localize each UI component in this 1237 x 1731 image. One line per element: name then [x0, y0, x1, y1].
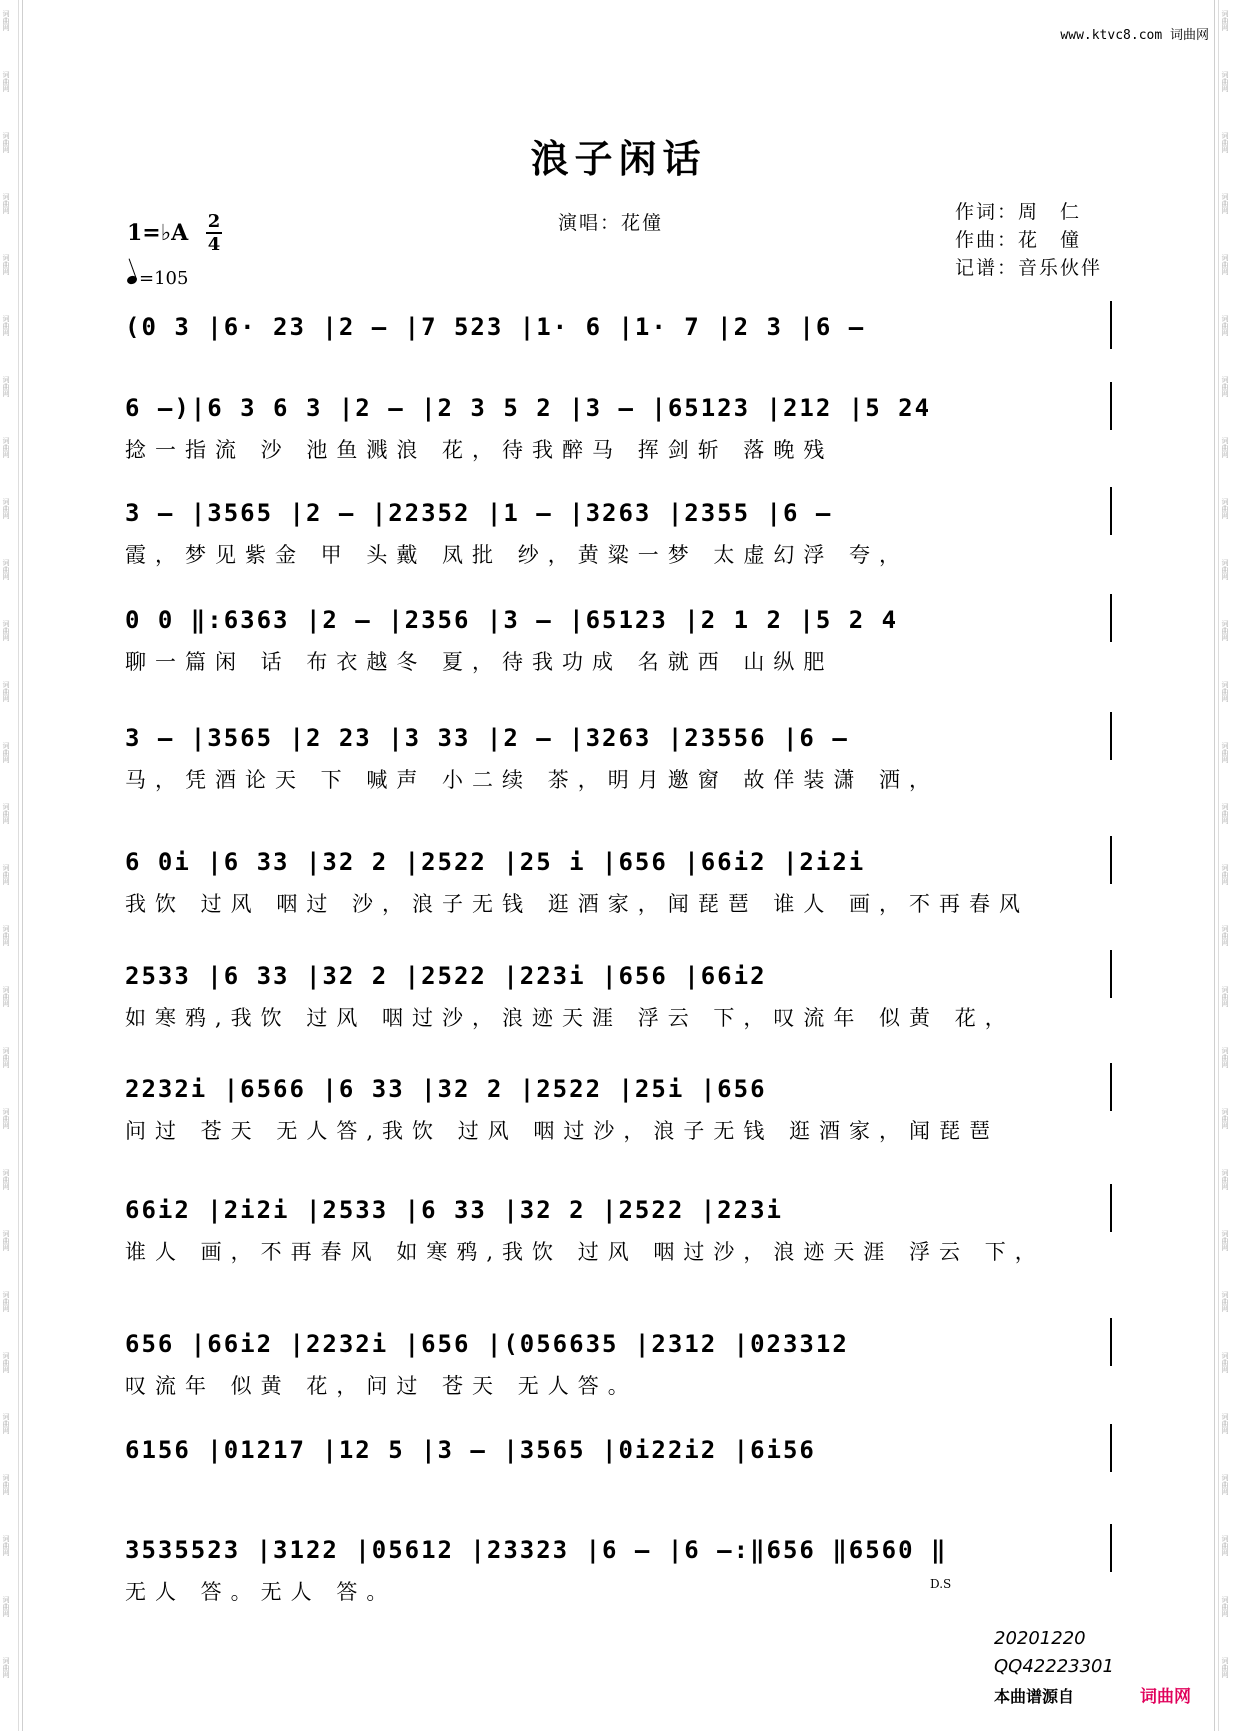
barline	[1110, 950, 1112, 998]
edge-watermark-mark: 词曲网	[2, 864, 10, 885]
notation-row: 656 |66i2 |2232i |656 |(056635 |2312 |023312	[125, 1330, 849, 1358]
key-signature: 1=♭A	[127, 220, 189, 246]
ds-mark: D.S	[930, 1577, 952, 1591]
edge-watermark-mark: 词曲网	[1221, 315, 1229, 336]
edge-watermark-mark: 词曲网	[2, 1413, 10, 1434]
composer: 作曲：花 僮	[955, 229, 1082, 251]
lyrics-row: 问过 苍天 无人答,我饮 过风 咽过沙，浪子无钱 逛酒家，闻琵琶	[125, 1119, 1000, 1143]
lyrics-row: 无人 答。无人 答。	[125, 1580, 397, 1604]
lyrics-row: 霞，梦见紫金 甲 头戴 凤批 纱，黄粱一梦 太虚幻浮 夸，	[125, 543, 910, 567]
edge-watermark-mark: 词曲网	[1221, 803, 1229, 824]
edge-watermark-mark: 词曲网	[2, 620, 10, 641]
edge-watermark-mark: 词曲网	[1221, 864, 1229, 885]
edge-watermark-mark: 词曲网	[2, 376, 10, 397]
edge-watermark-mark: 词曲网	[2, 1352, 10, 1373]
tempo-mark	[127, 268, 188, 289]
edge-watermark-mark: 词曲网	[1221, 1230, 1229, 1251]
edge-watermark-mark: 词曲网	[1221, 1291, 1229, 1312]
lyricist: 作词：周 仁	[955, 201, 1082, 223]
barline	[1110, 712, 1112, 760]
notation-row: 6 –)|6 3 6 3 |2 – |2 3 5 2 |3 – |65123 |212 |5 24	[125, 394, 932, 422]
transcriber: 记谱：音乐伙伴	[955, 257, 1103, 279]
tempo-value: =105	[139, 268, 189, 289]
edge-watermark-mark: 词曲网	[1221, 925, 1229, 946]
edge-watermark-mark: 词曲网	[2, 1291, 10, 1312]
edge-watermark-mark: 词曲网	[1221, 1413, 1229, 1434]
lyrics-row: 马，凭酒论天 下 喊声 小二续 茶，明月邀窗 故佯装潇 洒，	[125, 768, 940, 792]
lyrics-row: 叹流年 似黄 花，问过 苍天 无人答。	[125, 1374, 638, 1398]
edge-watermark-mark: 词曲网	[2, 1047, 10, 1068]
barline	[1110, 1063, 1112, 1111]
site-url: www.ktvc8.com 词曲网	[1060, 28, 1209, 43]
edge-watermark-mark: 词曲网	[2, 132, 10, 153]
footer-logo: 词曲网	[1140, 1687, 1191, 1707]
singer: 演唱：花僮	[558, 212, 664, 234]
barline	[1110, 1424, 1112, 1472]
edge-watermark-mark: 词曲网	[2, 437, 10, 458]
edge-watermark-mark: 词曲网	[1221, 1657, 1229, 1678]
edge-watermark-mark: 词曲网	[2, 1108, 10, 1129]
lyrics-row: 捻一指流 沙 池鱼溅浪 花，待我醉马 挥剑斩 落晚残	[125, 438, 834, 462]
edge-watermark-mark: 词曲网	[2, 498, 10, 519]
time-signature	[206, 212, 222, 254]
barline	[1110, 487, 1112, 535]
notation-row: 0 0 ‖:6363 |2 – |2356 |3 – |65123 |2 1 2 |5 2 4	[125, 606, 899, 634]
footer-source: 本曲谱源自	[994, 1687, 1075, 1706]
edge-watermark-mark: 词曲网	[1221, 193, 1229, 214]
edge-watermark-mark: 词曲网	[2, 71, 10, 92]
notation-row: (0 3 |6· 23 |2 – |7 523 |1· 6 |1· 7 |2 3 |6 –	[125, 313, 866, 341]
edge-watermark-mark: 词曲网	[1221, 10, 1229, 31]
notation-row: 6156 |01217 |12 5 |3 – |3565 |0i22i2 |6i56	[125, 1436, 816, 1464]
edge-watermark-mark: 词曲网	[1221, 1474, 1229, 1495]
edge-watermark-mark: 词曲网	[1221, 254, 1229, 275]
edge-watermark-mark: 词曲网	[2, 1657, 10, 1678]
left-watermark-strip	[0, 0, 19, 1731]
barline	[1110, 301, 1112, 349]
edge-watermark-mark: 词曲网	[1221, 132, 1229, 153]
notation-row: 3 – |3565 |2 23 |3 33 |2 – |3263 |23556 |6 –	[125, 724, 849, 752]
edge-watermark-mark: 词曲网	[2, 742, 10, 763]
barline	[1110, 1184, 1112, 1232]
edge-watermark-mark: 词曲网	[1221, 1169, 1229, 1190]
edge-watermark-mark: 词曲网	[1221, 1108, 1229, 1129]
edge-watermark-mark: 词曲网	[2, 559, 10, 580]
edge-watermark-mark: 词曲网	[1221, 559, 1229, 580]
edge-watermark-mark: 词曲网	[1221, 1047, 1229, 1068]
right-frame-line	[1214, 0, 1215, 1731]
edge-watermark-mark: 词曲网	[1221, 1352, 1229, 1373]
edge-watermark-mark: 词曲网	[2, 1596, 10, 1617]
edge-watermark-mark: 词曲网	[2, 925, 10, 946]
barline	[1110, 594, 1112, 642]
footer-qq: QQ42223301	[994, 1656, 1114, 1677]
notation-row: 6 0i |6 33 |32 2 |2522 |25 i |656 |66i2 |2i2i	[125, 848, 866, 876]
lyrics-row: 聊一篇闲 话 布衣越冬 夏，待我功成 名就西 山纵肥	[125, 650, 834, 674]
edge-watermark-mark: 词曲网	[2, 1230, 10, 1251]
notation-row: 2232i |6566 |6 33 |32 2 |2522 |25i |656	[125, 1075, 767, 1103]
footer-date: 20201220	[994, 1628, 1086, 1649]
quarter-note-icon	[126, 275, 138, 286]
notation-row: 66i2 |2i2i |2533 |6 33 |32 2 |2522 |223i	[125, 1196, 783, 1224]
notation-row: 3 – |3565 |2 – |22352 |1 – |3263 |2355 |6 –	[125, 499, 833, 527]
edge-watermark-mark: 词曲网	[1221, 681, 1229, 702]
barline	[1110, 1318, 1112, 1366]
lyrics-row: 如寒鸦,我饮 过风 咽过沙，浪迹天涯 浮云 下，叹流年 似黄 花，	[125, 1006, 1015, 1030]
edge-watermark-mark: 词曲网	[1221, 437, 1229, 458]
barline	[1110, 1524, 1112, 1572]
edge-watermark-mark: 词曲网	[2, 1535, 10, 1556]
edge-watermark-mark: 词曲网	[2, 1169, 10, 1190]
edge-watermark-mark: 词曲网	[1221, 376, 1229, 397]
meter-bottom: 4	[207, 234, 221, 255]
edge-watermark-mark: 词曲网	[2, 1474, 10, 1495]
credits	[955, 198, 1102, 282]
edge-watermark-mark: 词曲网	[2, 803, 10, 824]
edge-watermark-mark: 词曲网	[1221, 498, 1229, 519]
left-frame-line	[22, 0, 23, 1731]
edge-watermark-mark: 词曲网	[1221, 620, 1229, 641]
edge-watermark-mark: 词曲网	[1221, 71, 1229, 92]
edge-watermark-mark: 词曲网	[2, 315, 10, 336]
edge-watermark-mark: 词曲网	[1221, 986, 1229, 1007]
edge-watermark-mark: 词曲网	[2, 193, 10, 214]
right-watermark-strip	[1218, 0, 1237, 1731]
edge-watermark-mark: 词曲网	[2, 10, 10, 31]
barline	[1110, 382, 1112, 430]
edge-watermark-mark: 词曲网	[2, 681, 10, 702]
notation-row: 2533 |6 33 |32 2 |2522 |223i |656 |66i2	[125, 962, 767, 990]
song-title: 浪子闲话	[530, 136, 707, 181]
notation-row: 3535523 |3122 |05612 |23323 |6 – |6 –:‖656 ‖6560 ‖	[125, 1536, 948, 1564]
edge-watermark-mark: 词曲网	[1221, 742, 1229, 763]
lyrics-row: 谁人 画，不再春风 如寒鸦,我饮 过风 咽过沙，浪迹天涯 浮云 下，	[125, 1240, 1045, 1264]
edge-watermark-mark: 词曲网	[2, 986, 10, 1007]
lyrics-row: 我饮 过风 咽过 沙，浪子无钱 逛酒家，闻琵琶 谁人 画，不再春风	[125, 892, 1030, 916]
edge-watermark-mark: 词曲网	[1221, 1535, 1229, 1556]
barline	[1110, 836, 1112, 884]
edge-watermark-mark: 词曲网	[1221, 1596, 1229, 1617]
meter-top: 2	[207, 211, 221, 232]
edge-watermark-mark: 词曲网	[2, 254, 10, 275]
